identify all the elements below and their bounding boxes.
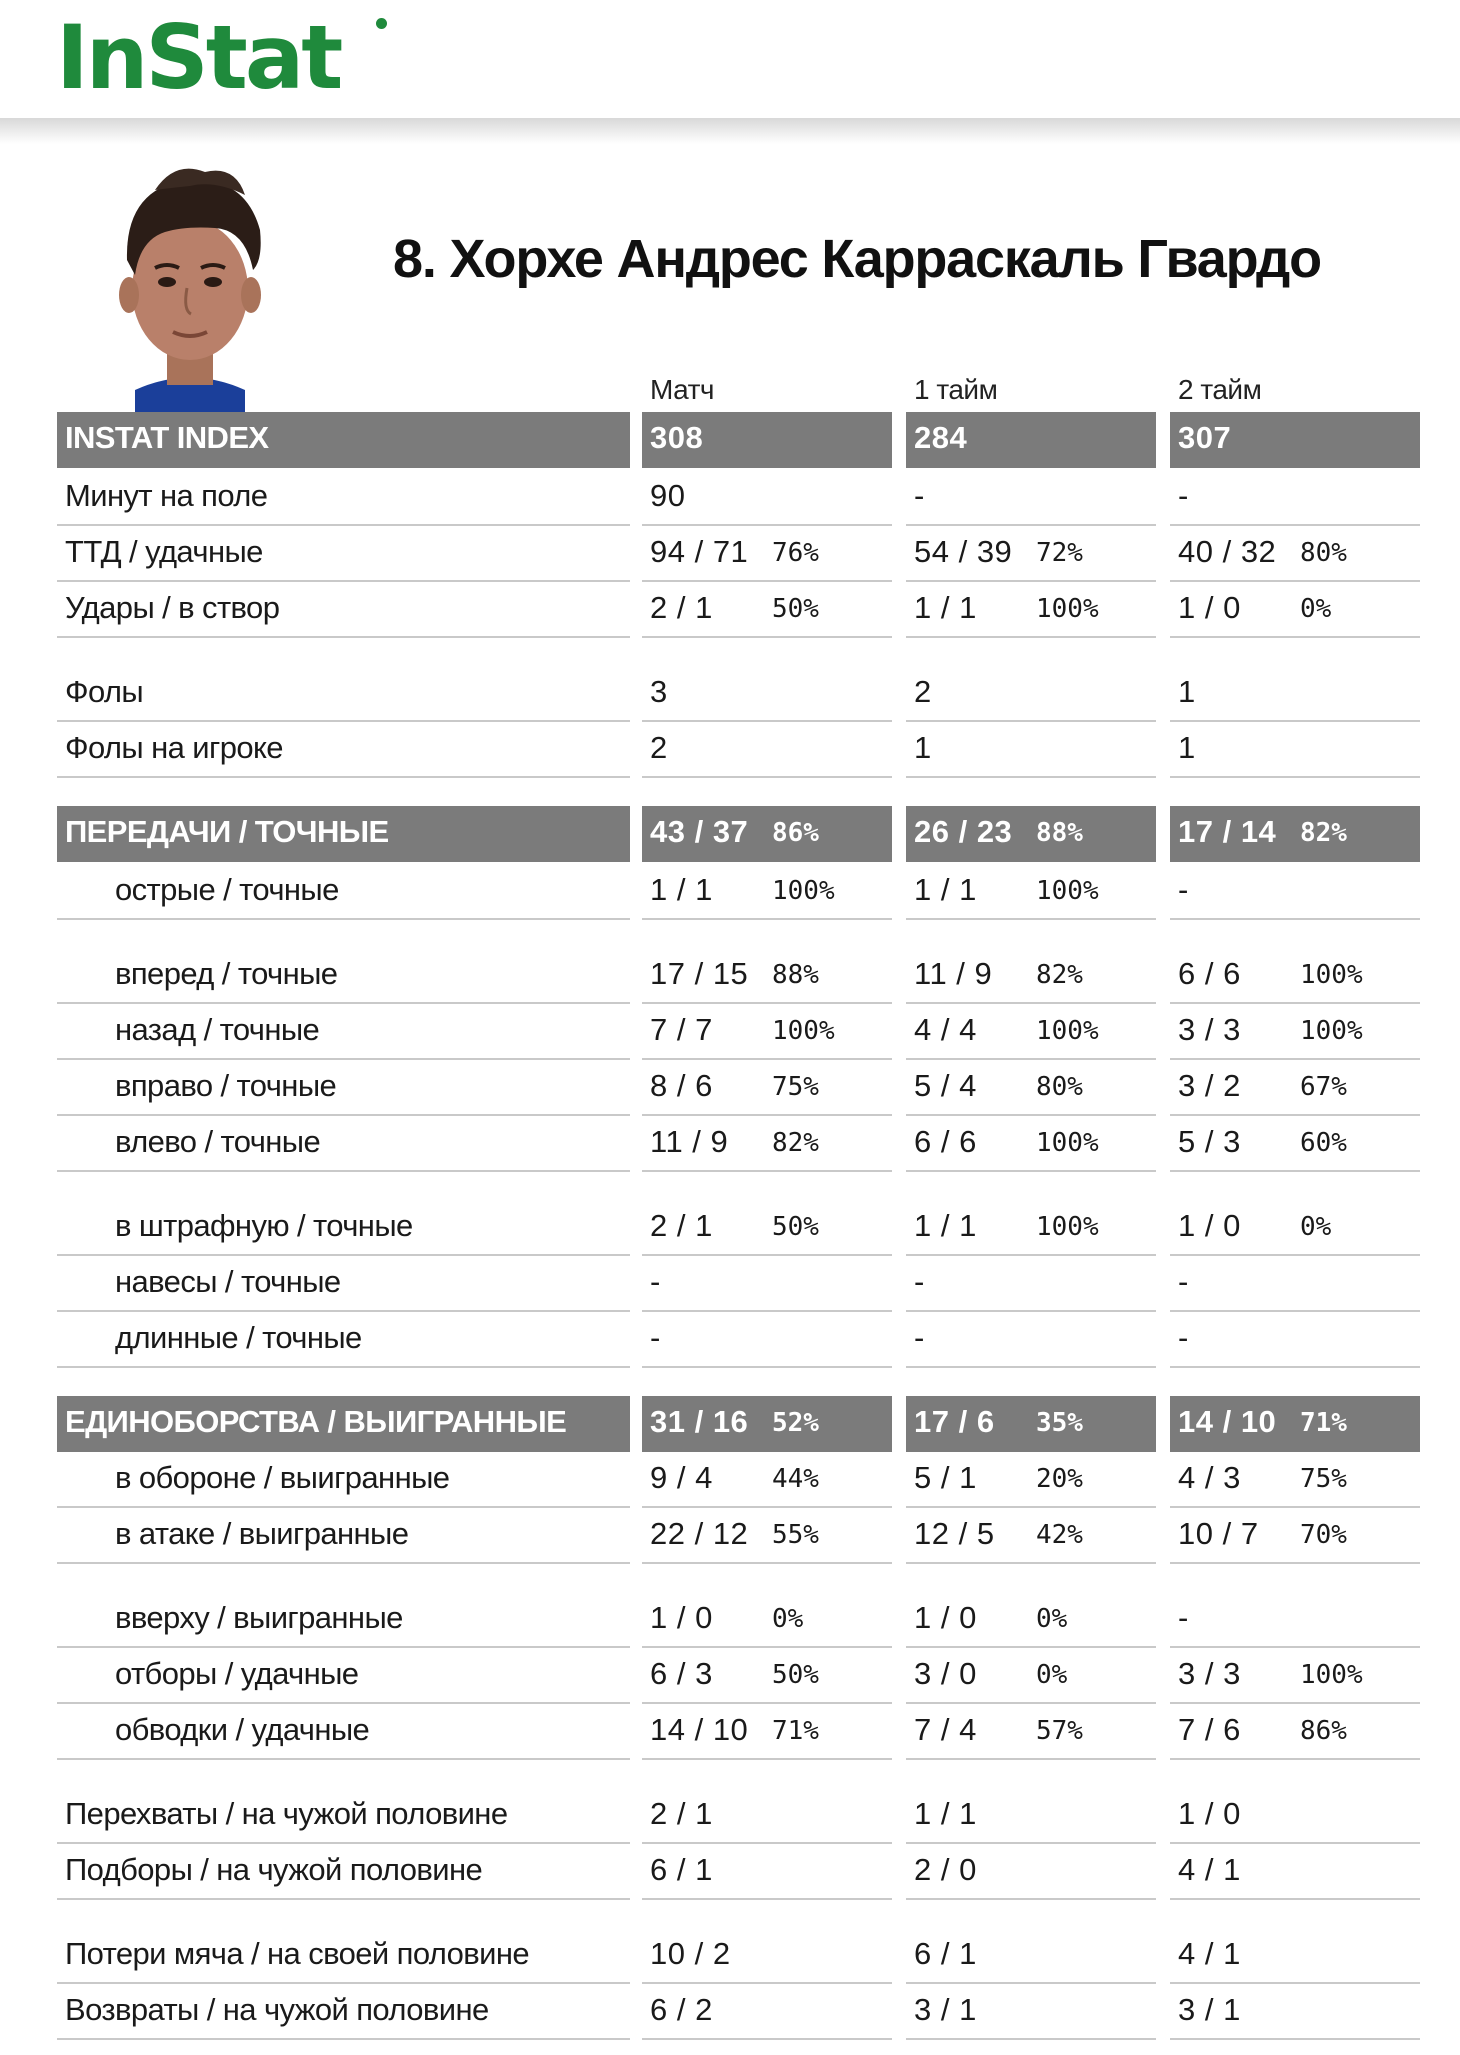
stat-value: - [1178,1600,1189,1635]
stat-value-cell [906,1452,1156,1508]
stat-value: 7 / 7 [650,1012,713,1047]
stat-percent: 0% [1300,1212,1332,1242]
stat-label: Фолы на игроке [65,730,283,765]
stat-percent: 0% [1036,1660,1068,1690]
stat-value: - [650,1320,661,1355]
stat-percent: 100% [1036,876,1099,906]
player-photo [95,150,285,415]
stat-value-cell [642,864,892,920]
stat-percent: 100% [1036,1128,1099,1158]
stat-value: 7 / 4 [914,1712,977,1747]
stat-value-cell [642,948,892,1004]
stat-value-cell [1170,1984,1420,2040]
stat-label-cell [57,1508,630,1564]
stat-value: 43 / 37 [650,814,749,849]
section-header-row [0,412,1460,468]
stat-value: 12 / 5 [914,1516,995,1551]
stat-row [0,470,1460,526]
stat-value: - [1178,1264,1189,1299]
stat-value: 5 / 1 [914,1460,977,1495]
stat-value-cell [906,1928,1156,1984]
stat-value-cell [1170,666,1420,722]
stat-value-cell [642,1060,892,1116]
stat-value-cell [906,1312,1156,1368]
stat-label: ПЕРЕДАЧИ / ТОЧНЫЕ [65,814,389,849]
stat-value: 3 [650,674,668,709]
stat-value-cell [1170,1592,1420,1648]
stat-percent: 67% [1300,1072,1347,1102]
stat-value-cell [642,470,892,526]
stat-label-cell [57,582,630,638]
stat-value-cell [642,526,892,582]
stat-value: 14 / 10 [650,1712,749,1747]
stat-label: навесы / точные [115,1264,341,1299]
stat-label: Минут на поле [65,478,268,513]
stat-value: 6 / 6 [1178,956,1241,991]
stat-percent: 82% [772,1128,819,1158]
stat-value: 2 [650,730,668,765]
stat-row [0,948,1460,1004]
stat-value-cell [906,806,1156,862]
stat-label-cell [57,1984,630,2040]
stat-value: 3 / 1 [914,1992,977,2027]
stat-row [0,526,1460,582]
stat-value-cell [1170,948,1420,1004]
stat-percent: 50% [772,1660,819,1690]
stat-percent: 100% [1036,1212,1099,1242]
stat-value: 94 / 71 [650,534,749,569]
stat-value-cell [642,1116,892,1172]
stat-label: ЕДИНОБОРСТВА / ВЫИГРАННЫЕ [65,1404,567,1439]
stat-value: - [914,478,925,513]
stat-row [0,1704,1460,1760]
stat-label: Потери мяча / на своей половине [65,1936,530,1971]
stat-label-cell [57,864,630,920]
section-header-row [0,806,1460,862]
stat-row [0,1452,1460,1508]
stat-value: 10 / 7 [1178,1516,1259,1551]
stat-value: 5 / 4 [914,1068,977,1103]
stat-percent: 100% [772,1016,835,1046]
stat-value-cell [642,806,892,862]
stat-value: 6 / 3 [650,1656,713,1691]
stat-percent: 100% [1300,1660,1363,1690]
stat-value: 1 / 0 [914,1600,977,1635]
stat-value: 7 / 6 [1178,1712,1241,1747]
stat-value-cell [1170,526,1420,582]
stat-label-cell [57,1844,630,1900]
stat-value: 2 [914,674,932,709]
stat-value: 9 / 4 [650,1460,713,1495]
stat-value: 4 / 1 [1178,1852,1241,1887]
stat-value-cell [642,582,892,638]
stat-value-cell [1170,1200,1420,1256]
stat-value: 31 / 16 [650,1404,749,1439]
stat-percent: 20% [1036,1464,1083,1494]
stat-row [0,1844,1460,1900]
stat-percent: 70% [1300,1520,1347,1550]
stat-value: 2 / 1 [650,590,713,625]
stat-value-cell [906,582,1156,638]
stat-percent: 71% [772,1716,819,1746]
stat-label: назад / точные [115,1012,320,1047]
stat-value: 1 [914,730,932,765]
stat-percent: 82% [1036,960,1083,990]
stat-percent: 88% [1036,818,1083,848]
stat-value-cell [1170,412,1420,468]
stat-value: - [1178,478,1189,513]
stat-value-cell [642,1592,892,1648]
stat-value: - [914,1320,925,1355]
player-name: 8. Хорхе Андрес Карраскаль Гвардо [393,229,1321,289]
stat-percent: 72% [1036,538,1083,568]
header [0,0,1460,120]
stat-value: 90 [650,478,686,513]
stat-label: вверху / выигранные [115,1600,403,1635]
stat-row [0,666,1460,722]
stat-value-cell [1170,1648,1420,1704]
stat-value: 11 / 9 [914,956,993,991]
stat-value: 6 / 1 [914,1936,977,1971]
stat-value: 4 / 4 [914,1012,977,1047]
stat-value: 1 / 1 [914,590,977,625]
stat-value: 1 / 1 [650,872,713,907]
stat-percent: 0% [772,1604,804,1634]
stat-value-cell [906,948,1156,1004]
stat-label-cell [57,1592,630,1648]
stat-value-cell [642,1788,892,1844]
stat-label: острые / точные [115,872,339,907]
stat-value-cell [642,1928,892,1984]
stat-percent: 88% [772,960,819,990]
stat-percent: 50% [772,594,819,624]
stat-row [0,1060,1460,1116]
stat-value-cell [642,722,892,778]
stat-row [0,1984,1460,2040]
stat-value-cell [642,666,892,722]
stat-value: 308 [650,420,704,455]
stat-label-cell [57,948,630,1004]
stat-value: 3 / 1 [1178,1992,1241,2027]
stat-value: 1 / 0 [1178,590,1241,625]
stat-row [0,1312,1460,1368]
instat-logo: InStat [56,6,341,109]
stat-value-cell [906,864,1156,920]
stat-value-cell [906,1508,1156,1564]
stat-percent: 80% [1300,538,1347,568]
stat-row [0,1648,1460,1704]
stat-value: 1 / 0 [1178,1208,1241,1243]
stat-value: 14 / 10 [1178,1404,1277,1439]
stat-value-cell [1170,1396,1420,1452]
stat-value-cell [1170,1256,1420,1312]
stat-value: 1 / 1 [914,872,977,907]
logo-dot [376,18,387,29]
stat-value-cell [906,1396,1156,1452]
column-header-half1: 1 тайм [914,374,998,405]
stat-value: 2 / 0 [914,1852,977,1887]
stat-value-cell [906,1060,1156,1116]
stat-value: 284 [914,420,968,455]
stat-row [0,1256,1460,1312]
stat-label-cell [57,722,630,778]
stat-percent: 75% [772,1072,819,1102]
stat-row [0,722,1460,778]
player-photo-icon [95,150,285,415]
stat-value: 2 / 1 [650,1208,713,1243]
stat-value: 26 / 23 [914,814,1013,849]
stat-value-cell [906,1004,1156,1060]
stat-percent: 60% [1300,1128,1347,1158]
stat-label-cell [57,470,630,526]
stat-value-cell [642,1844,892,1900]
stat-value: 8 / 6 [650,1068,713,1103]
stat-value-cell [1170,864,1420,920]
stat-value: 40 / 32 [1178,534,1277,569]
stat-row [0,582,1460,638]
stat-value-cell [1170,1060,1420,1116]
stat-percent: 100% [1036,1016,1099,1046]
stat-value-cell [906,722,1156,778]
stat-value: 22 / 12 [650,1516,749,1551]
stat-percent: 86% [1300,1716,1347,1746]
stat-value: - [1178,872,1189,907]
stat-label-cell [57,1060,630,1116]
stat-percent: 0% [1036,1604,1068,1634]
stat-label-cell [57,1004,630,1060]
stat-value-cell [1170,1508,1420,1564]
stat-label: в штрафную / точные [115,1208,413,1243]
stat-value: - [914,1264,925,1299]
stat-percent: 57% [1036,1716,1083,1746]
stat-value-cell [906,470,1156,526]
stat-value: 3 / 3 [1178,1656,1241,1691]
stat-label-cell [57,1256,630,1312]
stat-label: влево / точные [115,1124,321,1159]
stat-value: 1 / 0 [650,1600,713,1635]
stat-value: 17 / 6 [914,1404,995,1439]
stat-label-cell [57,1452,630,1508]
stat-value-cell [906,1116,1156,1172]
stat-value: 2 / 1 [650,1796,713,1831]
stat-label-cell [57,1116,630,1172]
stat-percent: 75% [1300,1464,1347,1494]
stat-label-cell [57,806,630,862]
stat-value-cell [906,1984,1156,2040]
stat-value: 6 / 6 [914,1124,977,1159]
stat-percent: 100% [1300,960,1363,990]
stat-label-cell [57,1200,630,1256]
stat-label: в обороне / выигранные [115,1460,450,1495]
stat-value-cell [642,1312,892,1368]
stat-value-cell [1170,1704,1420,1760]
stat-label-cell [57,1396,630,1452]
stat-value-cell [642,1396,892,1452]
stat-label-cell [57,1704,630,1760]
stat-value: 54 / 39 [914,534,1013,569]
stat-label-cell [57,526,630,582]
stat-value-cell [906,1256,1156,1312]
stat-value: 3 / 3 [1178,1012,1241,1047]
stat-value-cell [1170,806,1420,862]
stat-value-cell [1170,1312,1420,1368]
stat-percent: 100% [1300,1016,1363,1046]
stat-value-cell [1170,1452,1420,1508]
stat-label: вправо / точные [115,1068,337,1103]
stat-percent: 52% [772,1408,819,1438]
stat-value-cell [642,1200,892,1256]
stat-percent: 82% [1300,818,1347,848]
stat-value-cell [906,1200,1156,1256]
stat-row [0,1116,1460,1172]
stat-label: отборы / удачные [115,1656,359,1691]
stat-value-cell [906,412,1156,468]
stat-row [0,1788,1460,1844]
stat-value-cell [906,1704,1156,1760]
stat-value-cell [1170,1788,1420,1844]
stat-value-cell [642,1256,892,1312]
stat-value: 1 [1178,674,1196,709]
stat-percent: 76% [772,538,819,568]
stat-percent: 44% [772,1464,819,1494]
stat-percent: 42% [1036,1520,1083,1550]
stat-row [0,1200,1460,1256]
stat-value-cell [1170,1116,1420,1172]
stat-label-cell [57,1788,630,1844]
column-header-match: Матч [650,374,715,405]
stat-value-cell [906,1592,1156,1648]
stat-row [0,1004,1460,1060]
header-shadow [0,118,1460,144]
stat-label: INSTAT INDEX [65,420,269,455]
stat-value-cell [642,412,892,468]
stat-value-cell [642,1508,892,1564]
stat-percent: 50% [772,1212,819,1242]
stat-row [0,1928,1460,1984]
stat-value: 1 / 1 [914,1796,977,1831]
stat-percent: 100% [772,876,835,906]
stat-value-cell [1170,470,1420,526]
stat-percent: 80% [1036,1072,1083,1102]
section-header-row [0,1396,1460,1452]
stat-value: 6 / 1 [650,1852,713,1887]
stat-value: 6 / 2 [650,1992,713,2027]
stat-value-cell [642,1452,892,1508]
stat-label-cell [57,1312,630,1368]
stat-label-cell [57,1928,630,1984]
stat-value-cell [906,1844,1156,1900]
stat-value-cell [642,1984,892,2040]
stat-value-cell [906,1788,1156,1844]
stat-row [0,1508,1460,1564]
stat-label: длинные / точные [115,1320,362,1355]
stat-value: 17 / 14 [1178,814,1277,849]
stat-percent: 55% [772,1520,819,1550]
stat-value: 4 / 3 [1178,1460,1241,1495]
stat-percent: 86% [772,818,819,848]
stat-value-cell [642,1004,892,1060]
stat-label: Возвраты / на чужой половине [65,1992,489,2027]
stat-value: 307 [1178,420,1232,455]
stat-percent: 100% [1036,594,1099,624]
stat-label: Перехваты / на чужой половине [65,1796,508,1831]
stat-value-cell [906,526,1156,582]
stat-value: 1 [1178,730,1196,765]
stat-row [0,1592,1460,1648]
stat-label: Подборы / на чужой половине [65,1852,483,1887]
stat-value-cell [642,1648,892,1704]
stat-value: 1 / 0 [1178,1796,1241,1831]
stat-label: обводки / удачные [115,1712,370,1747]
stat-value-cell [1170,722,1420,778]
stat-value-cell [1170,1844,1420,1900]
stat-value-cell [1170,1928,1420,1984]
stat-percent: 71% [1300,1408,1347,1438]
stat-label: в атаке / выигранные [115,1516,409,1551]
stat-percent: 35% [1036,1408,1083,1438]
stat-value: - [650,1264,661,1299]
stat-value-cell [1170,582,1420,638]
stat-label: Удары / в створ [65,590,280,625]
stat-value: 5 / 3 [1178,1124,1241,1159]
stat-label-cell [57,1648,630,1704]
stat-value-cell [642,1704,892,1760]
stat-value-cell [906,666,1156,722]
stat-value: 3 / 0 [914,1656,977,1691]
stat-value: 10 / 2 [650,1936,731,1971]
stat-row [0,864,1460,920]
stat-value: 1 / 1 [914,1208,977,1243]
stat-label: ТТД / удачные [65,534,263,569]
stat-value: 3 / 2 [1178,1068,1241,1103]
stat-percent: 0% [1300,594,1332,624]
stat-value: - [1178,1320,1189,1355]
stat-label: Фолы [65,674,144,709]
stat-value-cell [1170,1004,1420,1060]
column-header-half2: 2 тайм [1178,374,1262,405]
stat-label-cell [57,666,630,722]
stat-value: 11 / 9 [650,1124,729,1159]
stat-value: 17 / 15 [650,956,749,991]
stat-label-cell [57,412,630,468]
stat-label: вперед / точные [115,956,338,991]
stat-value: 4 / 1 [1178,1936,1241,1971]
stat-value-cell [906,1648,1156,1704]
